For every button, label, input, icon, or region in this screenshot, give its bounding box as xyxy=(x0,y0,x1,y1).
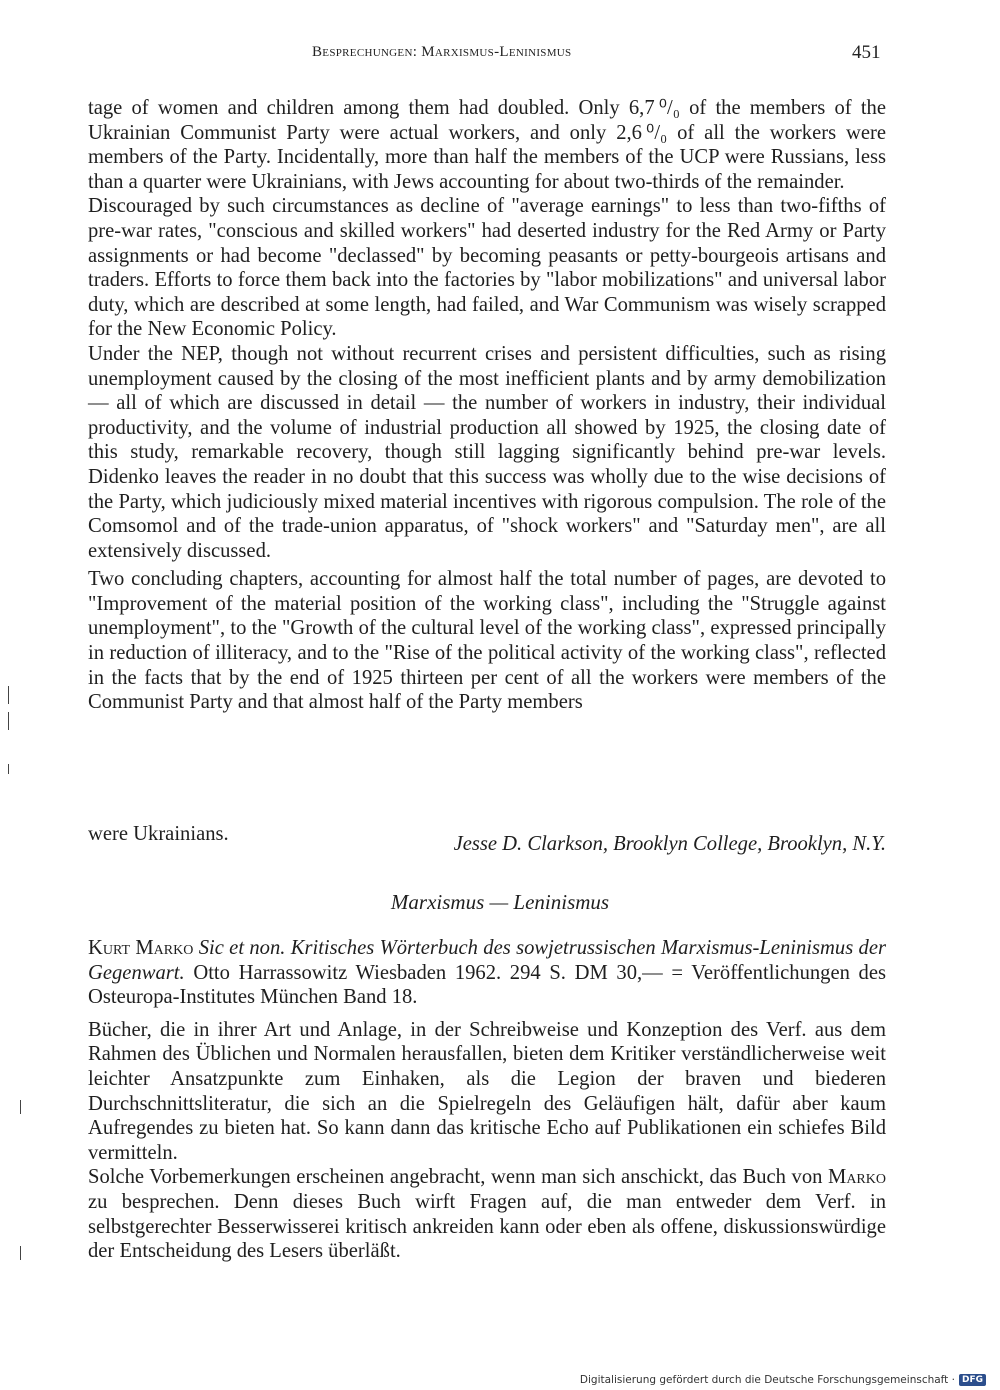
page-number: 451 xyxy=(852,42,881,63)
book-title: Sic et non. Kritisches Wörterbuch des sowjetrussischen Marxismus-Leninismus der Gegenwart. xyxy=(88,937,886,984)
book-author: Kurt Marko xyxy=(88,937,194,959)
margin-mark xyxy=(8,764,9,774)
footer-text: Digitalisierung gefördert durch die Deutsche Forschungsgemeinschaft · xyxy=(579,1374,955,1386)
paragraph: tage of women and children among them had doubled. Only 6,7 ⁰/₀ of the members of the Ukrainian Communist Party were actual workers, and only 2,6 ⁰/₀ of all the workers were members of the Party. Incidentally, more than half the members of the UCP were Russians, less than a quarter were Ukrainians, with Jews accounting for about two-thirds of the remainder. xyxy=(88,97,886,193)
paragraph-text: Solche Vorbemerkungen erscheinen angebracht, wenn man sich anschickt, das Buch von xyxy=(88,1166,823,1189)
closing-words: were Ukrainians. xyxy=(88,823,229,845)
margin-mark xyxy=(8,712,9,730)
review-clarkson-body xyxy=(88,96,886,715)
paragraph-text: zu besprechen. Denn dieses Buch wirft Fragen auf, die man entweder dem Verf. in selbstgerechter Besserwisserei kritisch ankreiden kann oder eben als offene, diskussionswürdige der Entscheidung des Lesers überläßt. xyxy=(88,1190,886,1263)
reviewer-signature: Jesse D. Clarkson, Brooklyn College, Brooklyn, N.Y. xyxy=(453,833,886,855)
margin-mark xyxy=(8,686,9,704)
book-citation xyxy=(88,936,886,1010)
digitization-footer xyxy=(580,1374,986,1386)
review-signature-line xyxy=(88,823,886,853)
dfg-logo-icon: DFG xyxy=(959,1374,986,1386)
paragraph: Discouraged by such circumstances as decline of "average earnings" to less than two-fifths of pre-war rates, "conscious and skilled workers" had deserted industry for the Red Army or Party assignments or had become "declassed" by becoming peasants or petty-bourgeois artisans and traders. Efforts to force them back into the factories by "labor mobilizations" and universal labor duty, which are described at some length, had failed, and War Communism was wisely scrapped for the New Economic Policy. xyxy=(88,195,886,341)
paragraph: Two concluding chapters, accounting for almost half the total number of pages, are devoted to "Improvement of the material position of the working class", including the "Struggle against unemployment", to the "Growth of the cultural level of the working class", expressed principally in reduction of illiteracy, and to the "Rise of the political activity of the working class", reflected in the facts that by the end of 1925 thirteen per cent of all the workers were members of the Communist Party and that almost half of the Party members xyxy=(88,568,886,714)
paragraph xyxy=(88,1165,886,1263)
margin-mark xyxy=(20,1246,21,1260)
running-head: Besprechungen: Marxismus-Leninismus xyxy=(312,44,572,60)
margin-mark xyxy=(20,1100,21,1114)
book-details: Otto Harrassowitz Wiesbaden 1962. 294 S. DM 30,— = Veröffentlichungen des Osteuropa-Institutes München Band 18. xyxy=(88,961,886,1009)
section-heading: Marxismus — Leninismus xyxy=(390,890,610,914)
author-name: Marko xyxy=(828,1166,886,1189)
review-marko-body xyxy=(88,936,886,1264)
paragraph: Under the NEP, though not without recurrent crises and persistent difficulties, such as rising unemployment caused by the closing of the most inefficient plants and by army demobilization — all of which are discussed in detail — the number of workers in industry, their individual productivity, and the volume of industrial production all showed by 1925, the closing date of this study, remarkable recovery, though still lagging significantly behind pre-war levels. Didenko leaves the reader in no doubt that this success was wholly due to the wise decisions of the Party, which judiciously mixed material incentives with rigorous compulsion. The role of the Comsomol and of the trade-union apparatus, of "shock workers" and "Saturday men", are all extensively discussed. xyxy=(88,342,886,562)
paragraph: Bücher, die in ihrer Art und Anlage, in der Schreibweise und Konzeption des Verf. aus dem Rahmen des Üblichen und Normalen herausfallen, bieten dem Kritiker verständlicherweise weit leichter Ansatzpunkte zum Einhaken, als die Legion der braven und biederen Durchschnittsliteratur, die sich an die Spielregeln des Geläufigen hält, dafür aber kaum Aufregendes zu bieten hat. So kann dann das kritische Echo auf Publikationen ein schiefes Bild vermitteln. xyxy=(88,1018,886,1164)
